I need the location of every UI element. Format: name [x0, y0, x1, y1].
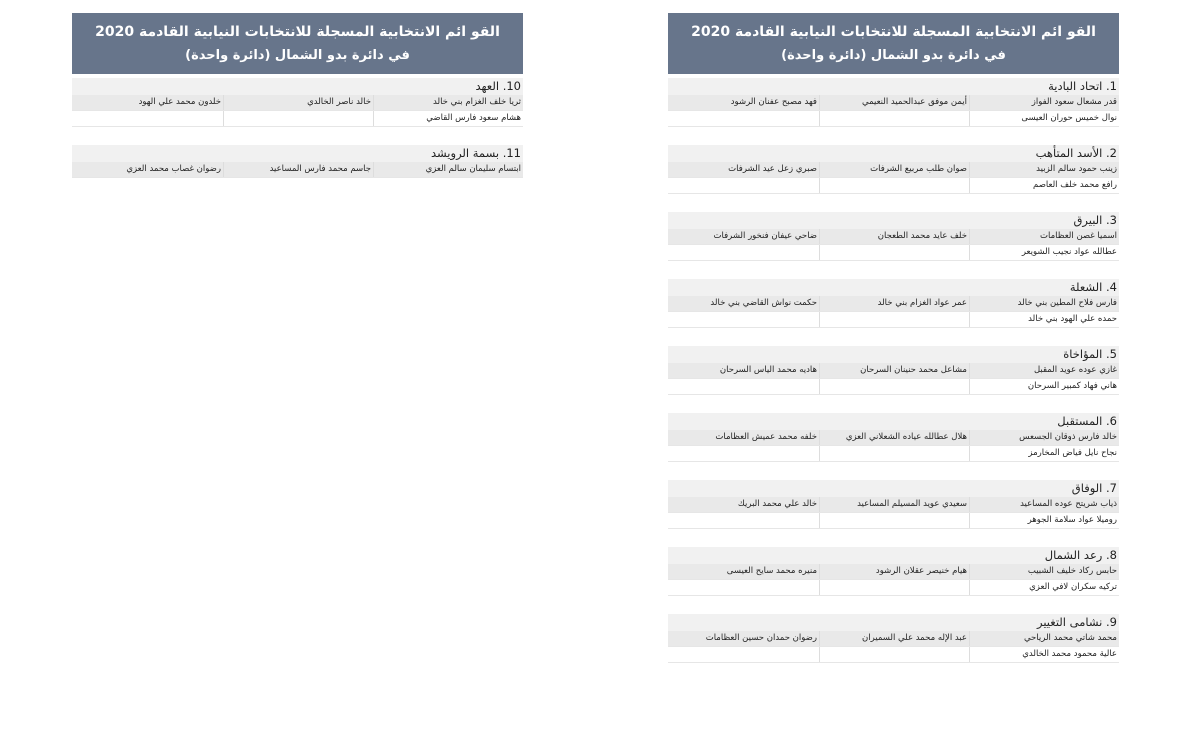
candidate-name: خلدون محمد علي الهود	[138, 97, 221, 107]
candidate-row	[668, 296, 1119, 312]
candidate-name: منيره محمد سايح العيسى	[726, 566, 817, 576]
candidate-name: مشاعل محمد حنينان السرحان	[819, 363, 969, 378]
left-panel	[72, 13, 523, 196]
candidate-name	[819, 647, 969, 662]
candidate-name	[668, 513, 819, 528]
candidate-name	[819, 446, 969, 461]
candidate-name: هاديه محمد الياس السرحان	[719, 365, 817, 375]
candidate-name: صوان طلب مربيع الشرفات	[819, 162, 969, 177]
list-title: 5. المؤاخاة	[668, 346, 1119, 363]
candidate-row	[668, 312, 1119, 328]
candidate-row	[668, 379, 1119, 395]
candidate-name	[223, 111, 373, 126]
candidate-name: عطالله عواد نجيب الشويعر	[969, 245, 1119, 260]
candidate-name: خلفه محمد عميش العظامات	[715, 432, 817, 442]
list-title: 1. اتحاد البادية	[668, 78, 1119, 95]
right-panel	[668, 13, 1119, 681]
candidate-name: غازي عوده عويد المقبل	[969, 363, 1119, 378]
candidate-row	[72, 95, 523, 111]
candidate-name	[668, 580, 819, 595]
candidate-name	[668, 379, 819, 394]
candidate-name: ابتسام سليمان سالم العزي	[373, 162, 523, 177]
electoral-list	[668, 480, 1119, 529]
candidate-name	[668, 312, 819, 327]
panel-header	[668, 13, 1119, 74]
panel-header	[72, 13, 523, 74]
list-title: 7. الوفاق	[668, 480, 1119, 497]
electoral-list	[668, 413, 1119, 462]
candidate-name: حابس ركاد خليف الشبيب	[969, 564, 1119, 579]
list-title: 2. الأسد المتأهب	[668, 145, 1119, 162]
candidate-row	[668, 497, 1119, 513]
candidate-name: هيام خنيصر عقلان الرشود	[819, 564, 969, 579]
candidate-name: رضوان حمدان حسين العظامات	[705, 633, 817, 643]
candidate-name	[819, 513, 969, 528]
electoral-list	[668, 212, 1119, 261]
candidate-name	[819, 245, 969, 260]
candidate-name: زينب حمود سالم الزبيد	[969, 162, 1119, 177]
candidate-name: ضاحي عيفان فنخور الشرفات	[713, 231, 817, 241]
electoral-list	[72, 78, 523, 127]
candidate-name: أيمن موفق عبدالحميد النعيمي	[819, 95, 969, 110]
candidate-name: رضوان غصاب محمد العزي	[126, 164, 221, 174]
candidate-name: صبري زعل عيد الشرفات	[728, 164, 817, 174]
candidate-name: خالد ناصر الخالدي	[223, 95, 373, 110]
candidate-row	[668, 647, 1119, 663]
list-title: 10. العهد	[72, 78, 523, 95]
candidate-name: تركيه سكران لافي العزي	[969, 580, 1119, 595]
candidate-name: نجاح نايل فياض المخارمز	[969, 446, 1119, 461]
candidate-name: سعيدي عويد المسيلم المساعيد	[819, 497, 969, 512]
candidate-name: ذياب شريتح عوده المساعيد	[969, 497, 1119, 512]
candidate-row	[668, 111, 1119, 127]
candidate-name	[668, 245, 819, 260]
candidate-name	[819, 312, 969, 327]
header-title: القو ائم الانتخابية المسجلة للانتخابات النيابية القادمة 2020	[95, 23, 500, 40]
candidate-row	[72, 111, 523, 127]
candidate-name: هلال عطالله عياده الشعلاني العزي	[819, 430, 969, 445]
candidate-row	[668, 430, 1119, 446]
candidate-name: فهد مصبح عفنان الرشود	[730, 97, 817, 107]
list-title: 3. البيرق	[668, 212, 1119, 229]
electoral-list	[668, 78, 1119, 127]
candidate-row	[72, 162, 523, 178]
candidate-name: روميلا عواد سلامة الجوهر	[969, 513, 1119, 528]
header-title: القو ائم الانتخابية المسجلة للانتخابات النيابية القادمة 2020	[691, 23, 1096, 40]
list-title: 8. رعد الشمال	[668, 547, 1119, 564]
candidate-name: هاني فهاد كمبير السرحان	[969, 379, 1119, 394]
candidate-name	[668, 647, 819, 662]
candidate-row	[668, 446, 1119, 462]
candidate-name: محمد شاتي محمد الرياحي	[969, 631, 1119, 646]
candidate-name: رافع محمد خلف العاصم	[969, 178, 1119, 193]
candidate-name	[668, 446, 819, 461]
list-title: 11. بسمة الرويشد	[72, 145, 523, 162]
electoral-list	[668, 614, 1119, 663]
candidate-name	[819, 178, 969, 193]
candidate-name: اسميا غصن العظامات	[969, 229, 1119, 244]
candidate-name: حكمت نواش القاضي بني خالد	[710, 298, 817, 308]
candidate-name: جاسم محمد فارس المساعيد	[223, 162, 373, 177]
header-subtitle: في دائرة بدو الشمال (دائرة واحدة)	[781, 47, 1006, 63]
candidate-row	[668, 564, 1119, 580]
candidate-name	[668, 178, 819, 193]
candidate-name: فارس فلاح المطين بني خالد	[969, 296, 1119, 311]
electoral-list	[668, 145, 1119, 194]
electoral-list	[668, 279, 1119, 328]
candidate-name: خالد فارس ذوقان الجسعس	[969, 430, 1119, 445]
header-subtitle: في دائرة بدو الشمال (دائرة واحدة)	[185, 47, 410, 63]
candidate-name: حمده علي الهود بني خالد	[969, 312, 1119, 327]
candidate-name: عمر عواد الغزام بني خالد	[819, 296, 969, 311]
candidate-name	[72, 111, 223, 126]
candidate-row	[668, 580, 1119, 596]
candidate-row	[668, 363, 1119, 379]
list-title: 9. نشامى التغيير	[668, 614, 1119, 631]
electoral-list	[668, 346, 1119, 395]
candidate-row	[668, 631, 1119, 647]
candidate-name: خالد علي محمد البريك	[737, 499, 817, 509]
electoral-list	[668, 547, 1119, 596]
candidate-name: خلف عايد محمد الطعجان	[819, 229, 969, 244]
list-title: 4. الشعلة	[668, 279, 1119, 296]
candidate-name: ثريا خلف الغزام بني خالد	[373, 95, 523, 110]
candidate-name	[819, 111, 969, 126]
candidate-name: عبد الإله محمد علي السميران	[819, 631, 969, 646]
candidate-row	[668, 229, 1119, 245]
candidate-name: نوال خميس حوران العيسى	[969, 111, 1119, 126]
candidate-name	[668, 111, 819, 126]
candidate-row	[668, 513, 1119, 529]
candidate-row	[668, 162, 1119, 178]
candidate-name: قدر مشعال سعود الفواز	[969, 95, 1119, 110]
candidate-name: عالية محمود محمد الخالدي	[969, 647, 1119, 662]
electoral-lists-left	[72, 78, 523, 178]
candidate-row	[668, 245, 1119, 261]
candidate-name	[819, 580, 969, 595]
list-title: 6. المستقبل	[668, 413, 1119, 430]
electoral-lists-right	[668, 78, 1119, 663]
candidate-name	[819, 379, 969, 394]
candidate-row	[668, 178, 1119, 194]
candidate-name: هشام سعود فارس القاضي	[373, 111, 523, 126]
candidate-row	[668, 95, 1119, 111]
electoral-list	[72, 145, 523, 178]
